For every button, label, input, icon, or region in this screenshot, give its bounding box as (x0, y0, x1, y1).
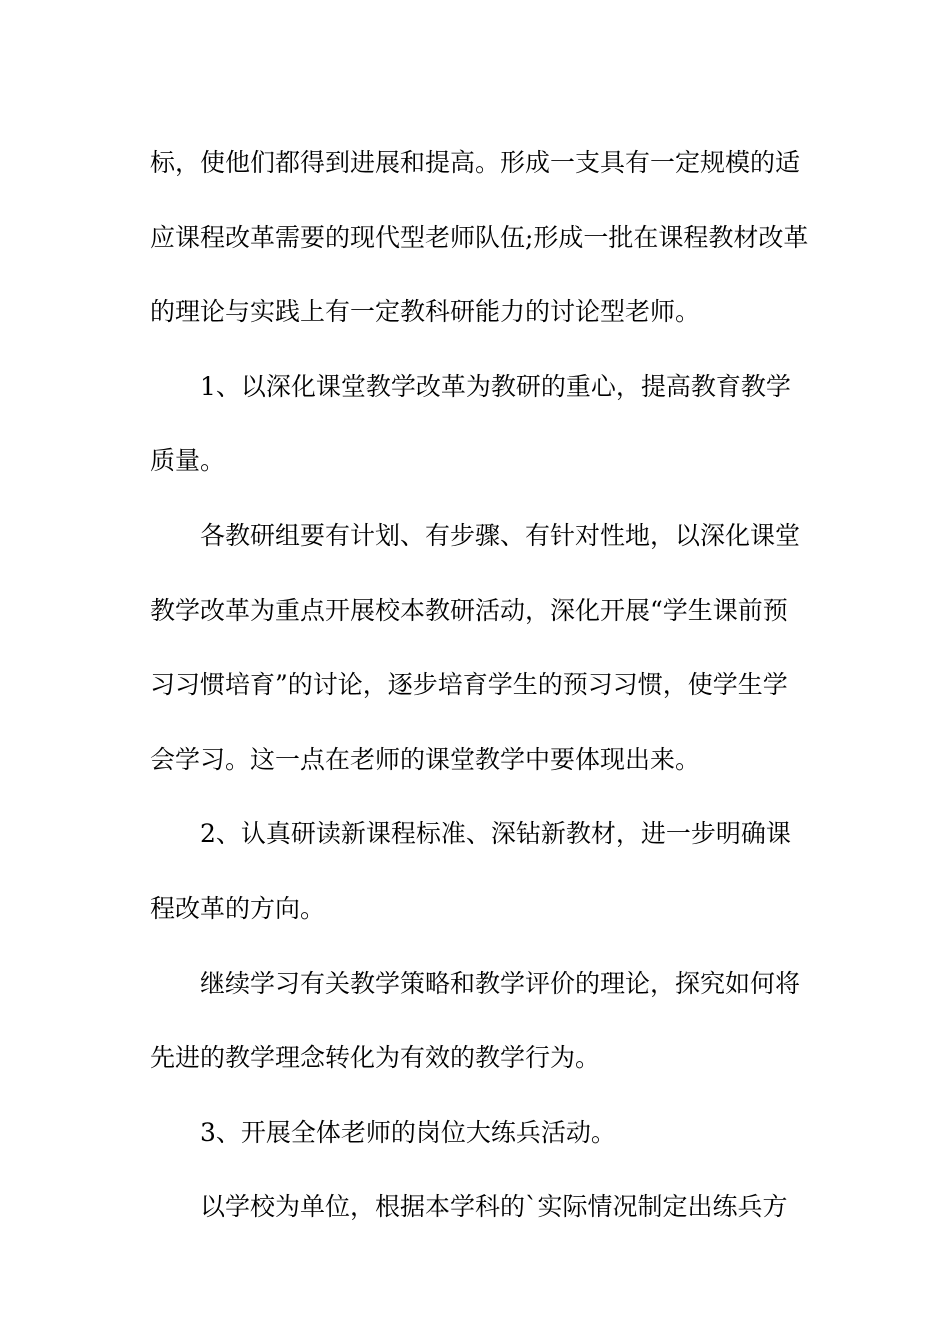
paragraph-continuation: 标，使他们都得到进展和提高。形成一支具有一定规模的适应课程改革需要的现代型老师队伍;形成一批在课程教材改革的理论与实践上有一定教科研能力的讨论型老师。 (150, 148, 809, 327)
paragraph-item-3-body: 以学校为单位，根据本学科的`实际情况制定出练兵方 (200, 1192, 788, 1222)
paragraph-item-2-body: 继续学习有关教学策略和教学评价的理论，探究如何将先进的教学理念转化为有效的教学行为。 (150, 968, 801, 1073)
paragraph-item-3-heading: 3、开展全体老师的岗位大练兵活动。 (200, 1117, 616, 1147)
paragraph-item-2-heading: 2、认真研读新课程标准、深钻新教材，进一步明确课程改革的方向。 (150, 819, 791, 923)
document-body (150, 126, 810, 1245)
paragraph-item-1-heading: 1、以深化课堂教学改革为教研的重心，提高教育教学质量。 (150, 371, 791, 476)
paragraph-item-1-body: 各教研组要有计划、有步骤、有针对性地，以深化课堂教学改革为重点开展校本教研活动，深化开展“学生课前预习习惯培育”的讨论，逐步培育学生的预习习惯，使学生学会学习。这一点在老师的课堂教学中要体现出来。 (150, 520, 801, 774)
